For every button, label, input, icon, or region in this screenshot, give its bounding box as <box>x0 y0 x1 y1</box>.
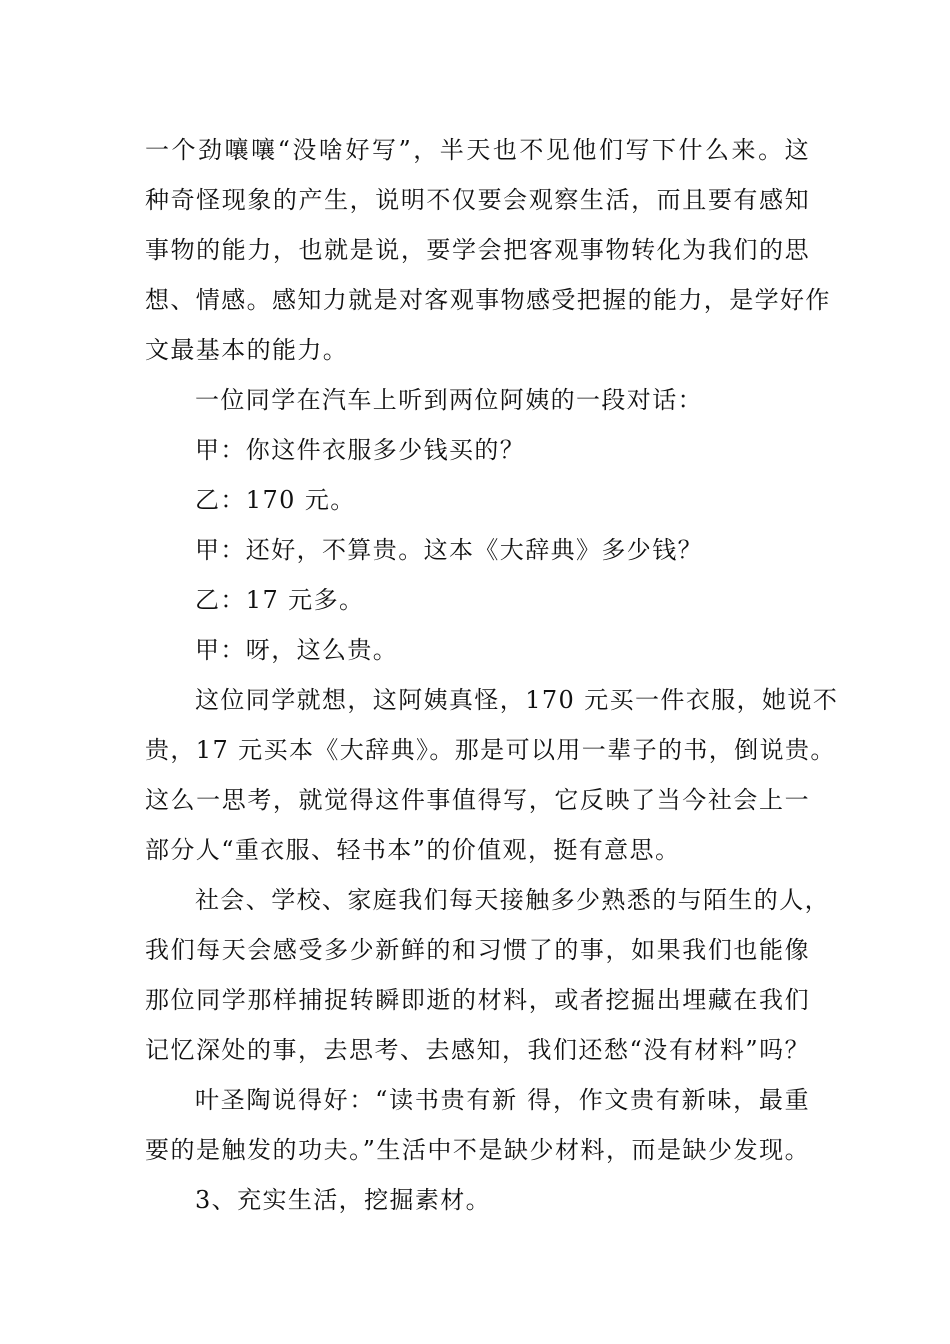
dialogue-line: 甲：呀，这么贵。 <box>195 636 399 664</box>
text-line: 文最基本的能力。 <box>145 336 349 364</box>
text-line: 叶圣陶说得好：“读书贵有新 得，作文贵有新味，最重 <box>195 1086 810 1114</box>
text-line: 这位同学就想，这阿姨真怪，170 元买一件衣服，她说不 <box>195 686 839 714</box>
text-line: 种奇怪现象的产生，说明不仅要会观察生活，而且要有感知 <box>145 186 810 214</box>
text-line: 那位同学那样捕捉转瞬即逝的材料，或者挖掘出埋藏在我们 <box>145 986 810 1014</box>
text-line: 部分人“重衣服、轻书本”的价值观，挺有意思。 <box>145 836 681 864</box>
text-line: 这么一思考，就觉得这件事值得写，它反映了当今社会上一 <box>145 786 810 814</box>
text-line: 想、情感。感知力就是对客观事物感受把握的能力，是学好作 <box>145 286 831 314</box>
dialogue-line: 乙：17 元多。 <box>195 586 365 614</box>
text-line: 一个劲嚷嚷“没啥好写”，半天也不见他们写下什么来。这 <box>145 136 810 164</box>
dialogue-line: 甲：还好，不算贵。这本《大辞典》多少钱？ <box>195 536 703 564</box>
text-line: 要的是触发的功夫。”生活中不是缺少材料，而是缺少发现。 <box>145 1136 810 1164</box>
text-line: 社会、学校、家庭我们每天接触多少熟悉的与陌生的人， <box>195 886 830 914</box>
text-line: 事物的能力，也就是说，要学会把客观事物转化为我们的思 <box>145 236 810 264</box>
text-line: 贵，17 元买本《大辞典》。那是可以用一辈子的书，倒说贵。 <box>145 736 836 764</box>
text-line: 一位同学在汽车上听到两位阿姨的一段对话： <box>195 386 703 414</box>
dialogue-line: 乙：170 元。 <box>195 486 356 514</box>
text-line: 记忆深处的事，去思考、去感知，我们还愁“没有材料”吗？ <box>145 1036 810 1064</box>
text-line: 我们每天会感受多少新鲜的和习惯了的事，如果我们也能像 <box>145 936 810 964</box>
dialogue-line: 甲：你这件衣服多少钱买的？ <box>195 436 526 464</box>
section-heading: 3、充实生活，挖掘素材。 <box>195 1186 492 1214</box>
